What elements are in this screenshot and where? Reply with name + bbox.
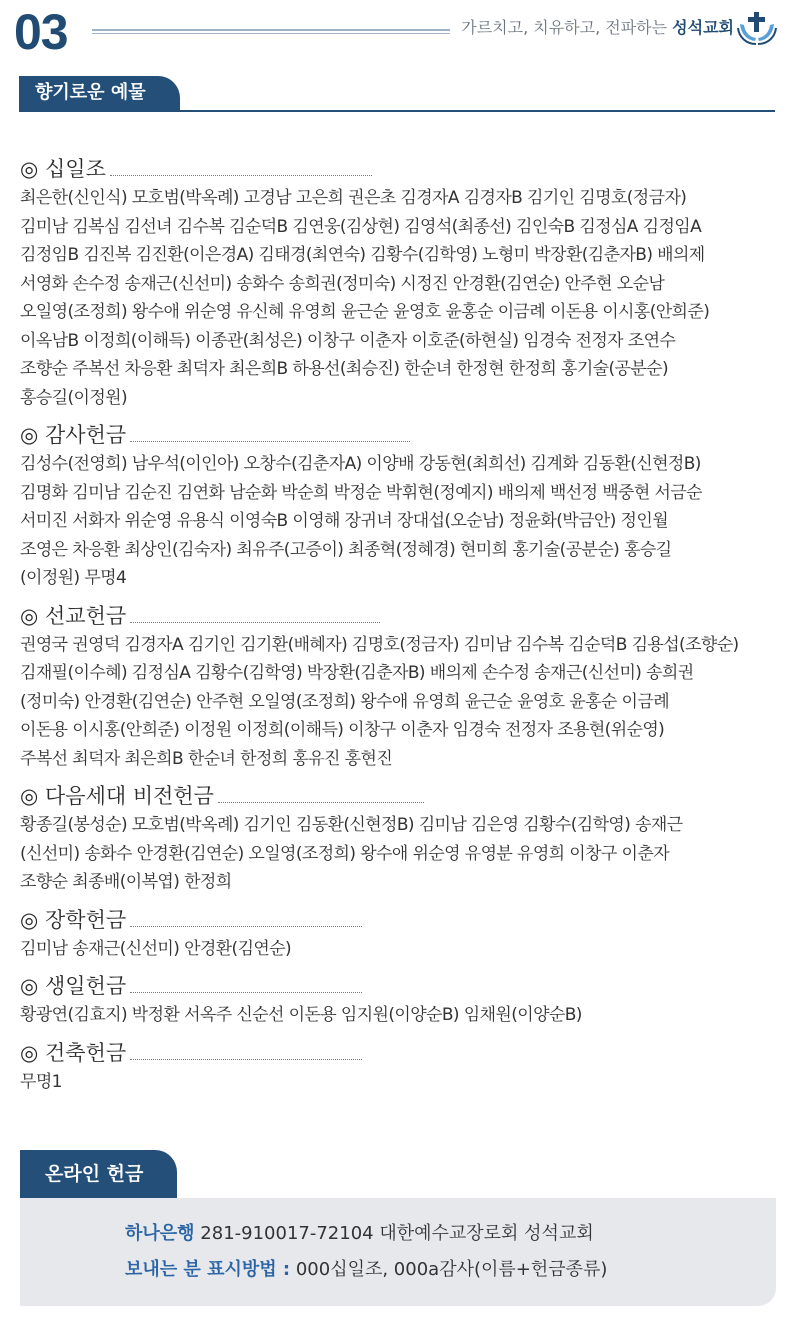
name-line: 조영은 차응환 최상인(김숙자) 최유주(고증이) 최종혁(정혜경) 현미희 홍기술(공분순) 홍승길 [20,539,672,560]
group-title: ◎ 선교헌금 [20,603,127,628]
offering-group-tithe [20,150,790,412]
memo-format: 000십일조, 000a감사(이름+헌금종류) [295,1259,608,1280]
name-line: 최은한(신인식) 모호범(박옥례) 고경남 고은희 권은초 김경자A 김경자B 김기인 김명호(정금자) [20,188,687,208]
group-names [20,1001,790,1030]
online-giving-box [20,1198,776,1306]
group-title: ◎ 십일조 [20,157,106,181]
group-names [20,450,790,593]
name-line: 서미진 서화자 위순영 유용식 이영숙B 이영해 장귀녀 장대섭(오순남) 정윤화(박금안) 정인월 [20,511,669,531]
memo-label: 보내는 분 표시방법 : [125,1259,291,1280]
name-line: 주복선 최덕자 최은희B 한순녀 한정희 홍유진 홍현진 [20,748,393,769]
group-names [20,1068,790,1097]
group-names [20,184,790,412]
name-line: 오일영(조정희) 왕수애 위순영 유신혜 유영희 윤근순 윤영호 윤홍순 이금례 이돈용 이시홍(안희준) [20,302,710,322]
group-title: ◎ 다음세대 비전헌금 [20,784,214,808]
offering-group-mission [20,597,790,774]
offering-group-birthday [20,967,790,1030]
name-line: 서영화 손수정 송재근(신선미) 송화수 송희권(정미숙) 시정진 안경환(김연순) 안주현 오순남 [20,273,665,294]
memo-instruction-line [125,1256,607,1284]
name-line: (이정원) 무명4 [20,568,127,588]
group-names [20,811,790,897]
group-title: ◎ 장학헌금 [20,907,127,932]
group-names [20,631,790,774]
name-line: (정미숙) 안경환(김연순) 안주현 오일영(조정희) 왕수애 유영희 윤근순 윤영호 윤홍순 이금례 [20,691,670,712]
dotted-leader [130,441,410,442]
name-line: 무명1 [20,1071,62,1092]
name-line: 김미남 김복심 김선녀 김수복 김순덕B 김연웅(김상현) 김영석(최종선) 김인숙B 김정심A 김정임A [20,216,702,237]
tagline [461,16,734,40]
group-title: ◎ 건축헌금 [20,1040,127,1065]
offering-group-building [20,1034,790,1097]
online-giving-tab: 온라인 헌금 [20,1150,177,1198]
name-line: 조향순 주복선 차응환 최덕자 최은희B 하용선(최승진) 한순녀 한정현 한정희 홍기술(공분순) [20,359,669,379]
name-line: 김재필(이수혜) 김정심A 김황수(김학영) 박장환(김춘자B) 배의제 손수정 송재근(신선미) 송희권 [20,663,694,683]
name-line: 김명화 김미남 김순진 김연화 남순화 박순희 박정순 박휘현(정예지) 배의제 백선정 백중현 서금순 [20,482,702,503]
name-line: (신선미) 송화수 안경환(김연순) 오일영(조정희) 왕수애 위순영 유영분 유영희 이창구 이춘자 [20,843,670,864]
dotted-leader [130,926,362,927]
dotted-leader [130,1059,362,1060]
group-names [20,935,790,964]
offerings-list [20,150,790,1100]
bank-account-line [125,1220,594,1248]
name-line: 이옥남B 이정희(이해득) 이종관(최성은) 이창구 이춘자 이호준(하현실) 임경숙 전정자 조연수 [20,330,676,351]
name-line: 홍승길(이정원) [20,387,127,408]
name-line: 김미남 송재근(신선미) 안경환(김연순) [20,938,292,959]
church-cross-hands-icon [737,10,777,46]
bank-account-number: 281-910017-72104 대한예수교장로회 성석교회 [200,1223,594,1244]
offering-group-scholarship [20,901,790,964]
name-line: 이돈용 이시홍(안희준) 이정원 이정희(이해득) 이창구 이춘자 임경숙 전정자 조용현(위순영) [20,720,665,740]
name-line: 조향순 최종배(이복엽) 한정희 [20,872,232,892]
name-line: 김정임B 김진복 김진환(이은경A) 김태경(최연숙) 김황수(김학영) 노형미 박장환(김춘자B) 배의제 [20,245,705,265]
offering-group-thanks [20,416,790,593]
tagline-text: 가르치고, 치유하고, 전파하는 [461,18,668,37]
dotted-leader [130,992,362,993]
section-rule [19,110,775,112]
name-line: 황종길(봉성순) 모호범(박옥례) 김기인 김동환(신현정B) 김미남 김은영 김황수(김학영) 송재근 [20,815,683,835]
bank-name: 하나은행 [125,1223,195,1244]
group-title: ◎ 생일헌금 [20,974,127,998]
name-line: 김성수(전영희) 남우석(이인아) 오창수(김춘자A) 이양배 강동현(최희선) 김계화 김동환(신현정B) [20,454,701,474]
section-tab: 향기로운 예물 [19,76,180,110]
dotted-leader [130,622,380,623]
page-number: 03 [14,4,68,60]
dotted-leader [218,802,424,803]
dotted-leader [110,175,372,176]
tagline-church-name: 성석교회 [672,18,734,37]
name-line: 황광연(김효지) 박정환 서옥주 신순선 이돈용 임지원(이양순B) 임채원(이양순B) [20,1005,582,1025]
header-rule [92,29,450,34]
group-title: ◎ 감사헌금 [20,423,127,447]
name-line: 권영국 권영덕 김경자A 김기인 김기환(배혜자) 김명호(정금자) 김미남 김수복 김순덕B 김용섭(조향순) [20,634,739,655]
offering-group-next-generation [20,777,790,897]
